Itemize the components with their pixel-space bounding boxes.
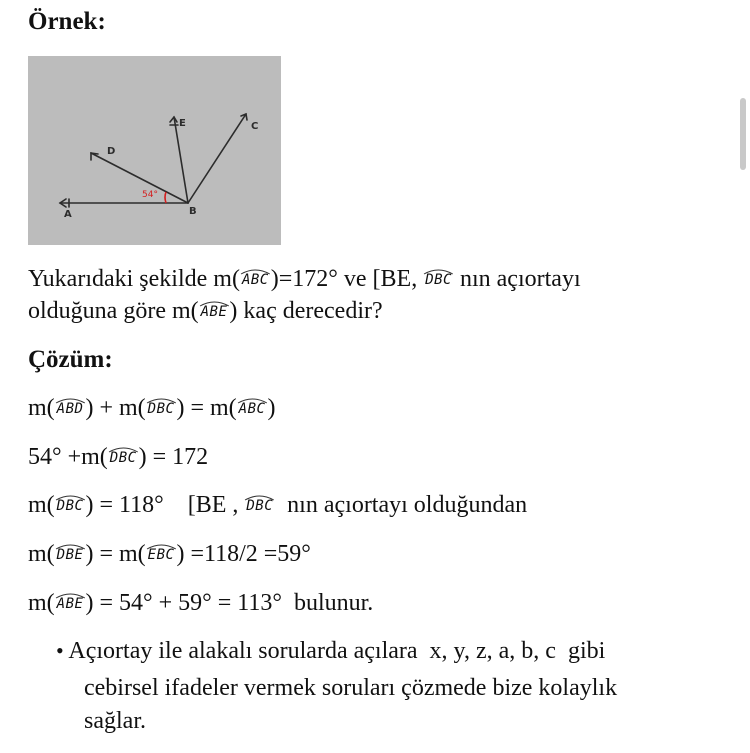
angle-abd: ABD (56, 401, 84, 417)
angle-arc-mark (165, 192, 166, 203)
label-e: E (179, 118, 186, 129)
q1-text-b: )=172° ve [BE, (270, 266, 418, 292)
ray-be (174, 117, 188, 203)
angle-dbc: DBC (147, 401, 175, 417)
solution-line-4: m( DBE) = m( EBC) =118/2 =59° (28, 541, 311, 567)
example-title: Örnek: (28, 8, 106, 35)
tip-line-3: sağlar. (84, 708, 146, 734)
angle-abc: ABC (238, 401, 266, 417)
angle-dbc: DBC (109, 450, 137, 466)
solution-line-1: m( ABD) + m( DBC) = m( ABC) (28, 395, 276, 421)
solution-line-2: 54° +m( DBC) = 172 (28, 444, 209, 470)
angle-dbe: DBE (56, 547, 84, 563)
question-line-1 (28, 266, 581, 293)
solution-title: Çözüm: (28, 346, 113, 373)
angle-ebc: EBC (147, 547, 175, 563)
bullet-icon: • (56, 638, 64, 663)
angle-figure (28, 56, 281, 245)
angle-dbc: DBC (56, 498, 84, 514)
angle-dbc: DBC (246, 498, 274, 514)
tip-line-2: cebirsel ifadeler vermek soruları çözmede bize kolaylık (84, 675, 618, 701)
ray-bd (91, 153, 188, 203)
label-c: C (251, 121, 259, 132)
angle-dbc: DBC (425, 272, 452, 288)
q1-text-c: nın açıortayı (459, 266, 581, 292)
scrollbar-thumb[interactable] (740, 98, 746, 170)
angle-abc: ABC (241, 272, 269, 288)
angle-label-54: 54° (142, 190, 158, 200)
label-d: D (107, 146, 116, 157)
ray-bc (188, 114, 246, 203)
tip-line-1: • Açıortay ile alakalı sorularda açılara x, y, z, a, b, c gibi (56, 638, 606, 664)
angle-abe: ABE (56, 596, 84, 612)
angle-diagram (28, 56, 281, 245)
solution-line-3: m( DBC) = 118° [BE , DBC nın açıortayı olduğundan (28, 492, 528, 518)
question-line-2: olduğuna göre m( ABE) kaç derecedir? (28, 298, 383, 324)
q1-text-a: Yukarıdaki şekilde m( (28, 266, 240, 292)
label-a: A (64, 209, 72, 220)
angle-abe: ABE (200, 304, 228, 320)
arrow-e (170, 117, 177, 122)
label-b: B (189, 206, 197, 217)
solution-line-5: m( ABE) = 54° + 59° = 113° bulunur. (28, 590, 374, 616)
